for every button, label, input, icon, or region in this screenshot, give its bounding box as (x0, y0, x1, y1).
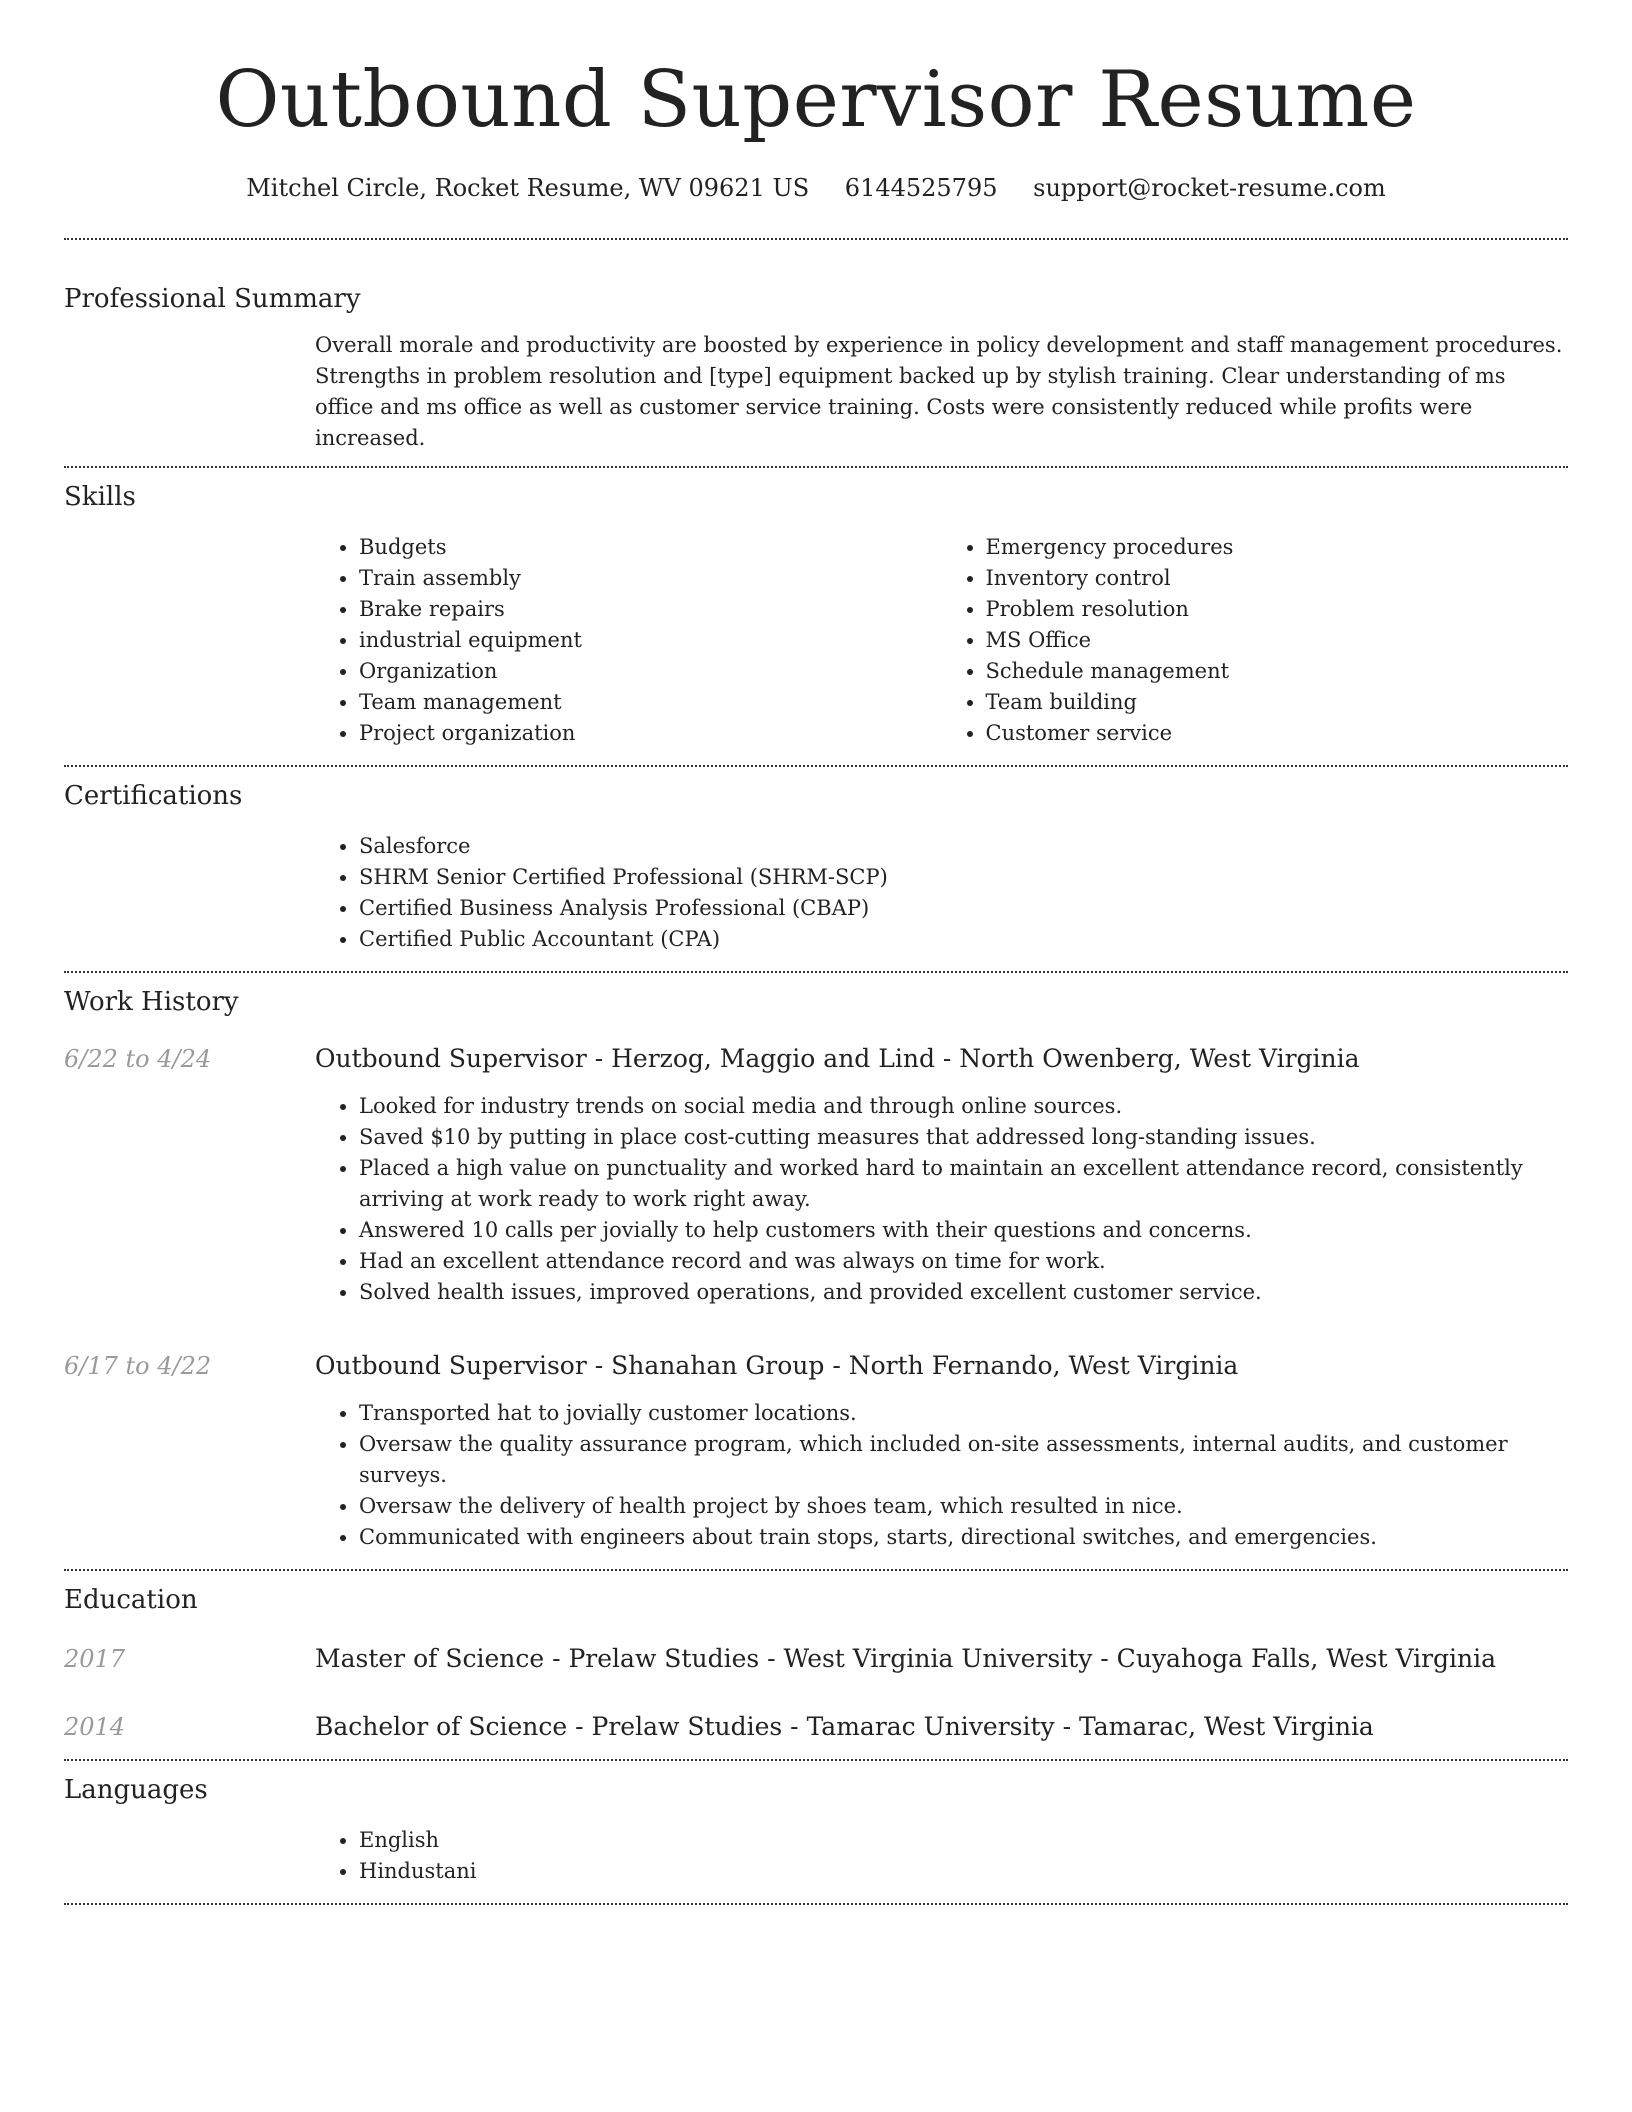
education-details: Master of Science - Prelaw Studies - West Virginia University - Cuyahoga Falls, West Virginia (315, 1644, 1497, 1673)
job-bullet: • Placed a high value on punctuality and worked hard to maintain an excellent attendance record, consistently arriving at work ready to work right away. (359, 1153, 1568, 1215)
skill-item: • Schedule management (986, 656, 1569, 687)
skill-item: • Train assembly (359, 563, 942, 594)
skill-item: • Inventory control (986, 563, 1569, 594)
job-bullet: • Transported hat to jovially customer locations. (359, 1398, 1568, 1429)
certifications-heading: Certifications (64, 781, 243, 811)
contact-email[interactable]: support@rocket-resume.com (1033, 174, 1386, 202)
education-entry (64, 1711, 1568, 1743)
job-bullets (315, 1091, 1568, 1308)
job-bullet: • Answered 10 calls per jovially to help customers with their questions and concerns. (359, 1215, 1568, 1246)
work-history-heading: Work History (64, 987, 239, 1017)
skill-item: • Problem resolution (986, 594, 1569, 625)
job-dates: 6/22 to 4/24 (64, 1045, 212, 1073)
job-bullet: • Oversaw the quality assurance program, which included on-site assessments, internal audits, and customer surveys. (359, 1429, 1568, 1491)
skill-item: • Organization (359, 656, 942, 687)
job-heading (315, 1350, 1568, 1382)
contact-address: Mitchel Circle, Rocket Resume, WV 09621 US (246, 174, 810, 202)
skills-heading: Skills (64, 482, 136, 512)
skill-item: • Team building (986, 687, 1569, 718)
job-bullet: • Had an excellent attendance record and was always on time for work. (359, 1246, 1568, 1277)
job-details: - Shanahan Group - North Fernando, West Virginia (586, 1351, 1239, 1380)
certification-item: • Salesforce (359, 831, 1568, 862)
education-details: Bachelor of Science - Prelaw Studies - Tamarac University - Tamarac, West Virginia (315, 1712, 1374, 1741)
summary-section (64, 240, 1568, 466)
skill-item: • industrial equipment (359, 625, 942, 656)
language-item: • English (359, 1825, 1568, 1856)
resume-page (64, 0, 1568, 1905)
skill-item: • Customer service (986, 718, 1569, 749)
language-item: • Hindustani (359, 1856, 1568, 1887)
job-role: Outbound Supervisor (315, 1351, 587, 1380)
divider (64, 1903, 1568, 1905)
skill-item: • Team management (359, 687, 942, 718)
job-bullet: • Oversaw the delivery of health project by shoes team, which resulted in nice. (359, 1491, 1568, 1522)
education-entry (64, 1643, 1568, 1675)
skills-list (315, 532, 1568, 749)
education-heading: Education (64, 1585, 198, 1615)
skills-section (64, 468, 1568, 765)
skill-item: • MS Office (986, 625, 1569, 656)
job-heading (315, 1043, 1568, 1075)
skills-column-1 (315, 532, 942, 749)
job-bullet: • Looked for industry trends on social media and through online sources. (359, 1091, 1568, 1122)
languages-list (315, 1825, 1568, 1887)
job-details: - Herzog, Maggio and Lind - North Owenberg, West Virginia (586, 1044, 1360, 1073)
resume-title: Outbound Supervisor Resume (215, 55, 1417, 145)
job-bullets (315, 1398, 1568, 1553)
skill-item: • Brake repairs (359, 594, 942, 625)
skill-item: • Budgets (359, 532, 942, 563)
skill-item: • Emergency procedures (986, 532, 1569, 563)
skills-column-2 (942, 532, 1569, 749)
certifications-section (64, 767, 1568, 971)
summary-text: Overall morale and productivity are boosted by experience in policy development and staff management procedures. Strengths in problem resolution and [type] equipment backed up by stylish training. Clear understanding of ms office and ms office as well as customer service training. Costs were consistently reduced while profits were increased. (315, 333, 1563, 450)
job-dates: 6/17 to 4/22 (64, 1352, 212, 1380)
job-bullet: • Solved health issues, improved operations, and provided excellent customer service. (359, 1277, 1568, 1308)
contact-phone: 6144525795 (844, 174, 998, 202)
certification-item: • Certified Business Analysis Professional (CBAP) (359, 893, 1568, 924)
job-entry (64, 1043, 1568, 1308)
languages-section (64, 1761, 1568, 1903)
job-bullet: • Saved $10 by putting in place cost-cutting measures that addressed long-standing issues. (359, 1122, 1568, 1153)
job-entry (64, 1350, 1568, 1553)
skill-item: • Project organization (359, 718, 942, 749)
job-role: Outbound Supervisor (315, 1044, 587, 1073)
certification-item: • SHRM Senior Certified Professional (SHRM-SCP) (359, 862, 1568, 893)
contact-info (64, 172, 1568, 204)
job-bullet: • Communicated with engineers about train stops, starts, directional switches, and emergencies. (359, 1522, 1568, 1553)
work-history-section (64, 973, 1568, 1569)
summary-heading: Professional Summary (64, 284, 361, 314)
certifications-list (315, 831, 1568, 955)
education-year: 2014 (64, 1713, 126, 1741)
education-year: 2017 (64, 1645, 126, 1673)
certification-item: • Certified Public Accountant (CPA) (359, 924, 1568, 955)
education-section (64, 1571, 1568, 1759)
languages-heading: Languages (64, 1775, 208, 1805)
